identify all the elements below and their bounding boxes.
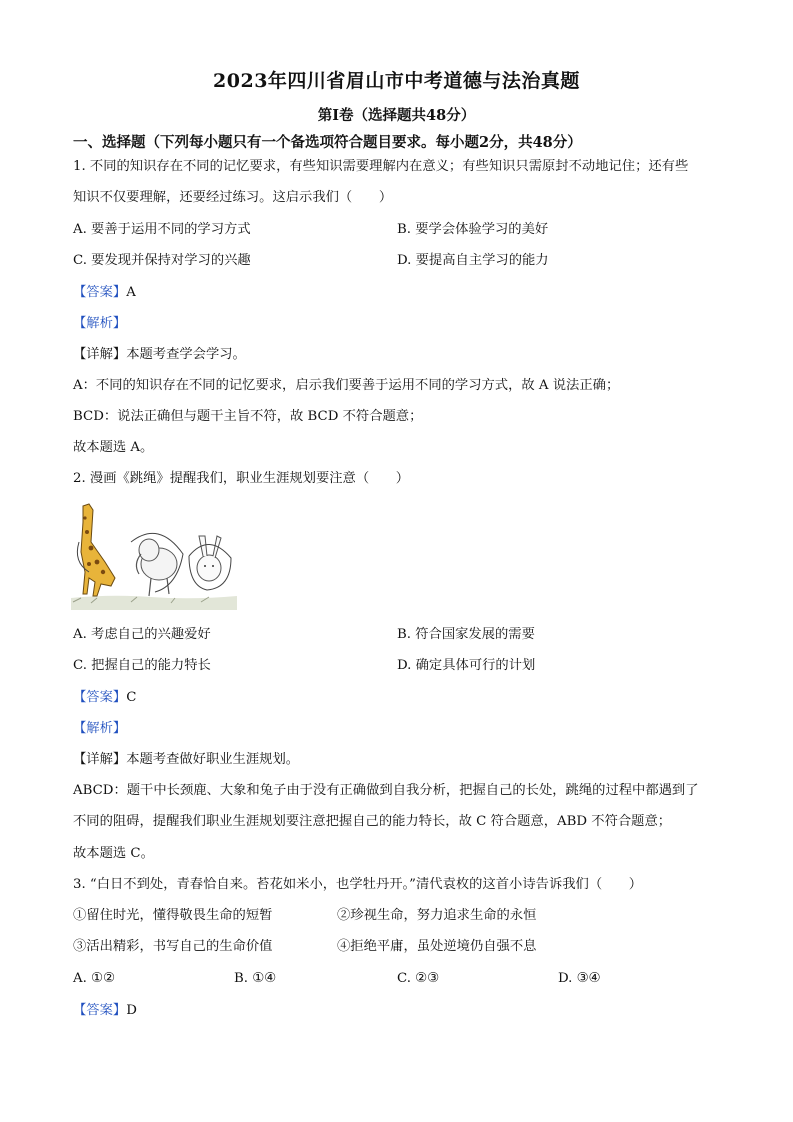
answer-tag: 【答案】	[73, 1003, 127, 1018]
q2-analysis-tag: 【解析】	[73, 721, 127, 736]
q3-item-2: ②珍视生命，努力追求生命的永恒	[337, 908, 537, 923]
section-heading: 一、选择题（下列每小题只有一个备选项符合题目要求。每小题2分，共48分）	[73, 134, 582, 151]
q3-item-4: ④拒绝平庸，虽处逆境仍自强不息	[337, 939, 537, 954]
q3-item-1: ①留住时光，懂得敬畏生命的短暂	[73, 908, 273, 923]
detail-text: 本题考查学会学习。	[126, 347, 246, 362]
q1-analysis-tag: 【解析】	[73, 316, 127, 331]
q2-option-a: A. 考虑自己的兴趣爱好	[73, 627, 211, 642]
volume-subtitle: 第I卷（选择题共48分）	[317, 107, 476, 124]
q1-option-d: D. 要提高自主学习的能力	[397, 253, 549, 268]
answer-tag: 【答案】	[73, 285, 127, 300]
q2-stem: 2. 漫画《跳绳》提醒我们，职业生涯规划要注意（ ）	[73, 471, 410, 486]
q1-conclusion: 故本题选 A。	[73, 440, 154, 455]
q3-option-d: D. ③④	[558, 971, 601, 986]
q2-detail	[73, 751, 299, 769]
q1-stem-line1: 1. 不同的知识存在不同的记忆要求，有些知识需要理解内在意义；有些知识只需原封不动地记住；还有些	[73, 159, 689, 174]
detail-tag: 【详解】	[73, 752, 127, 767]
q3-option-b: B. ①④	[234, 971, 277, 986]
q1-explanation-1: A：不同的知识存在不同的记忆要求，启示我们要善于运用不同的学习方式，故 A 说法正确；	[73, 378, 620, 393]
q2-explanation-1: ABCD：题干中长颈鹿、大象和兔子由于没有正确做到自我分析，把握自己的长处，跳绳的过程中都遇到了	[73, 783, 699, 798]
page-title: 2023年四川省眉山市中考道德与法治真题	[213, 70, 580, 92]
q1-detail	[73, 346, 246, 364]
q2-explanation-2: 不同的阻碍，提醒我们职业生涯规划要注意把握自己的能力特长，故 C 符合题意，ABD 不符合题意；	[73, 814, 672, 829]
answer-tag: 【答案】	[73, 690, 127, 705]
q2-option-b: B. 符合国家发展的需要	[397, 627, 535, 642]
q1-option-b: B. 要学会体验学习的美好	[397, 222, 549, 237]
cartoon-jump-rope-image	[71, 502, 237, 610]
detail-tag: 【详解】	[73, 347, 127, 362]
q2-option-d: D. 确定具体可行的计划	[397, 658, 536, 673]
answer-value: D	[126, 1003, 137, 1018]
q3-option-c: C. ②③	[397, 971, 439, 986]
answer-value: C	[126, 690, 137, 705]
q1-explanation-2: BCD：说法正确但与题干主旨不符，故 BCD 不符合题意；	[73, 409, 423, 424]
q1-option-a: A. 要善于运用不同的学习方式	[73, 222, 251, 237]
q2-conclusion: 故本题选 C。	[73, 846, 154, 861]
answer-value: A	[126, 285, 136, 300]
q3-item-3: ③活出精彩，书写自己的生命价值	[73, 939, 273, 954]
q2-answer	[73, 689, 136, 707]
detail-text: 本题考查做好职业生涯规划。	[126, 752, 300, 767]
q3-answer	[73, 1002, 137, 1020]
q2-option-c: C. 把握自己的能力特长	[73, 658, 211, 673]
q1-answer	[73, 284, 136, 302]
q1-stem-line2: 知识不仅要理解，还要经过练习。这启示我们（ ）	[73, 190, 393, 205]
q1-option-c: C. 要发现并保持对学习的兴趣	[73, 253, 251, 268]
q3-option-a: A. ①②	[73, 971, 115, 986]
q3-stem: 3. “白日不到处，青春恰自来。苔花如米小，也学牡丹开。”清代袁枚的这首小诗告诉我们（ ）	[73, 877, 643, 892]
